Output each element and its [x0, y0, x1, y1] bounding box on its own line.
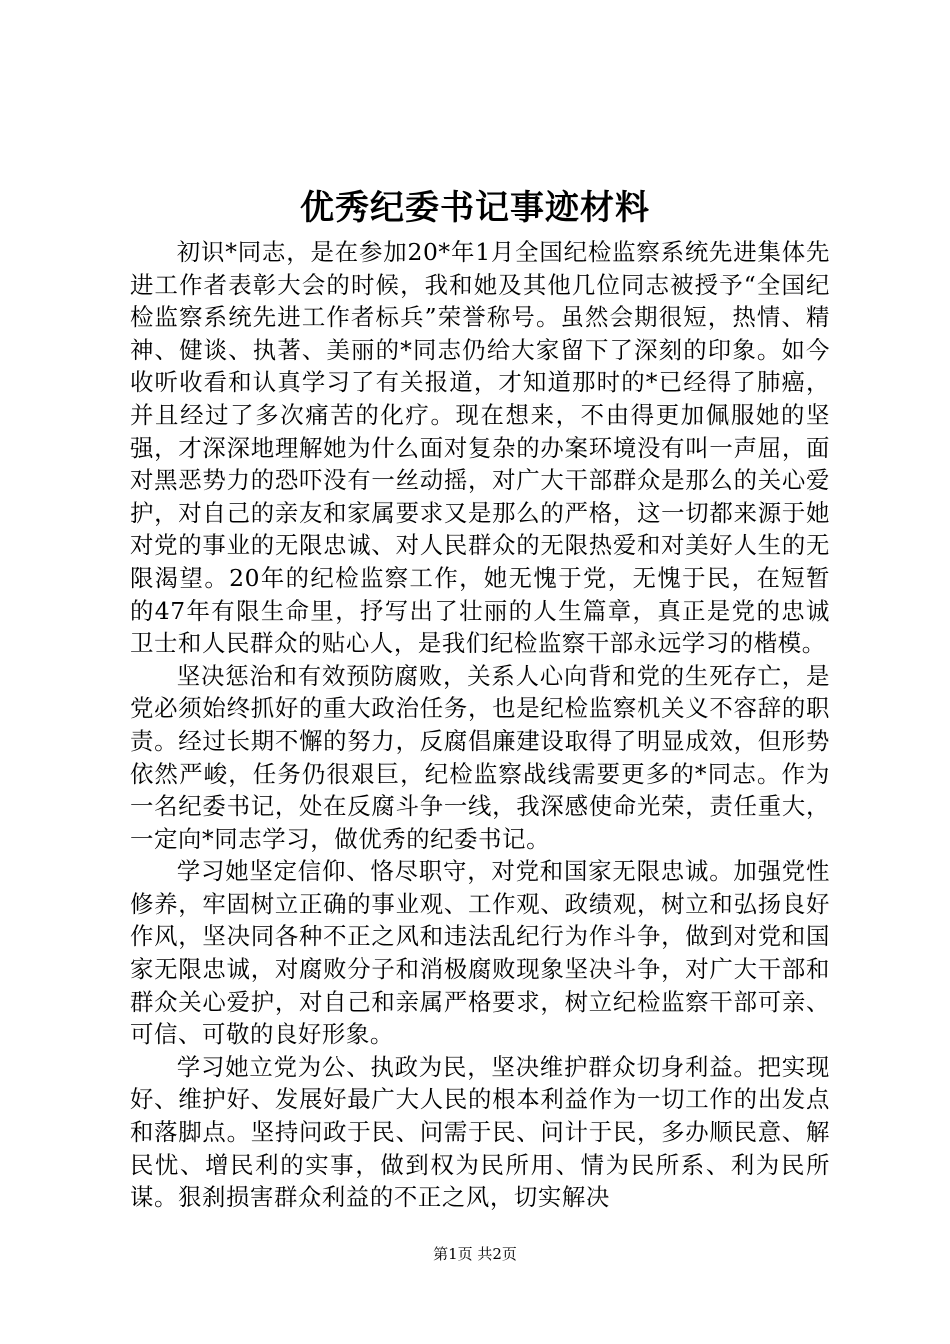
document-title: 优秀纪委书记事迹材料 [300, 188, 650, 228]
document-body [130, 236, 830, 1214]
paragraph: 坚决惩治和有效预防腐败，关系人心向背和党的生死存亡，是党必须始终抓好的重大政治任务，也是纪检监察机关义不容辞的职责。经过长期不懈的努力，反腐倡廉建设取得了明显成效，但形势依然严峻，任务仍很艰巨，纪检监察战线需要更多的*同志。作为一名纪委书记，处在反腐斗争一线，我深感使命光荣，责任重大，一定向*同志学习，做优秀的纪委书记。 [130, 661, 830, 853]
paragraph: 学习她坚定信仰、恪尽职守，对党和国家无限忠诚。加强党性修养，牢固树立正确的事业观、工作观、政绩观，树立和弘扬良好作风，坚决同各种不正之风和违法乱纪行为作斗争，做到对党和国家无限忠诚，对腐败分子和消极腐败现象坚决斗争，对广大干部和群众关心爱护，对自己和亲属严格要求，树立纪检监察干部可亲、可信、可敬的良好形象。 [130, 857, 830, 1049]
paragraph: 学习她立党为公、执政为民，坚决维护群众切身利益。把实现好、维护好、发展好最广大人民的根本利益作为一切工作的出发点和落脚点。坚持问政于民、问需于民、问计于民，多办顺民意、解民忧、增民利的实事，做到权为民所用、情为民所系、利为民所谋。狠刹损害群众利益的不正之风，切实解决 [130, 1052, 830, 1212]
paragraph: 初识*同志，是在参加20*年1月全国纪检监察系统先进集体先进工作者表彰大会的时候，我和她及其他几位同志被授予“全国纪检监察系统先进工作者标兵”荣誉称号。虽然会期很短，热情、精神、健谈、执著、美丽的*同志仍给大家留下了深刻的印象。如今收听收看和认真学习了有关报道，才知道那时的*已经得了肺癌，并且经过了多次痛苦的化疗。现在想来，不由得更加佩服她的坚强，才深深地理解她为什么面对复杂的办案环境没有叫一声屈，面对黑恶势力的恐吓没有一丝动摇，对广大干部群众是那么的关心爱护，对自己的亲友和家属要求又是那么的严格，这一切都来源于她对党的事业的无限忠诚、对人民群众的无限热爱和对美好人生的无限渴望。20年的纪检监察工作，她无愧于党，无愧于民，在短暂的47年有限生命里，抒写出了壮丽的人生篇章，真正是党的忠诚卫士和人民群众的贴心人，是我们纪检监察干部永远学习的楷模。 [130, 238, 830, 658]
page-number: 第1页 共2页 [433, 1245, 517, 1263]
